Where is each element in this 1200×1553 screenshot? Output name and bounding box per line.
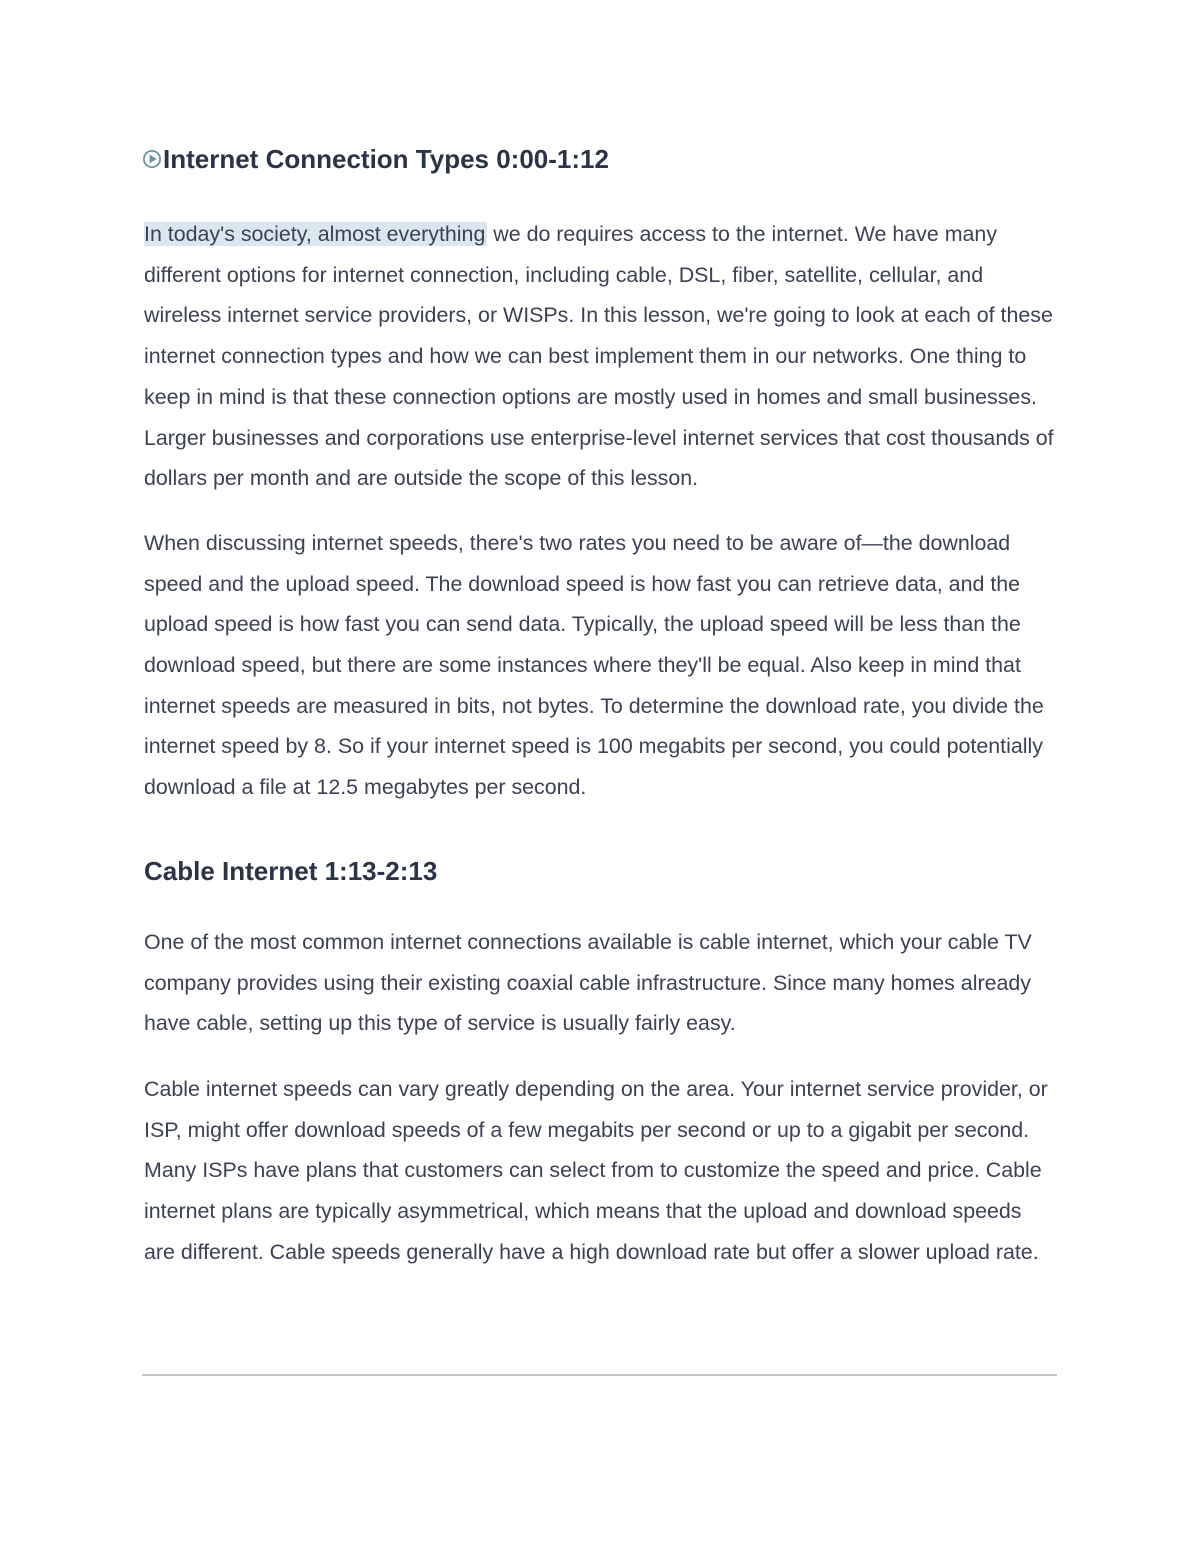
horizontal-rule <box>142 1374 1057 1376</box>
paragraph: One of the most common internet connections available is cable internet, which your cable TV company provides using their existing coaxial cable infrastructure. Since many homes already have cable, setting up this type of service is usually fairly easy. <box>144 929 1032 1036</box>
highlighted-text: In today's society, almost everything <box>144 222 486 246</box>
paragraph: When discussing internet speeds, there's two rates you need to be aware of—the download speed and the upload speed. The download speed is how fast you can retrieve data, and the upload speed is how fast you can send data. Typically, the upload speed will be less than the download speed, but there are some instances where they'll be equal. Also keep in mind that internet speeds are measured in bits, not bytes. To determine the download rate, you divide the internet speed by 8. So if your internet speed is 100 megabits per second, you could potentially download a file at 12.5 megabytes per second. <box>144 530 1044 800</box>
section-heading-text: Internet Connection Types 0:00-1:12 <box>163 144 609 174</box>
section-heading-internet-connection-types <box>142 138 1058 180</box>
paragraph <box>144 214 1058 499</box>
play-circle-icon[interactable] <box>142 149 162 169</box>
paragraph: Cable internet speeds can vary greatly depending on the area. Your internet service provider, or ISP, might offer download speeds of a few megabits per second or up to a gigabit per second. Many ISPs have plans that customers can select from to customize the speed and price. Cable internet plans are typically asymmetrical, which means that the upload and download speeds are different. Cable speeds generally have a high download rate but offer a slower upload rate. <box>144 1076 1048 1264</box>
document-page <box>144 138 1058 1272</box>
section-heading-cable-internet: Cable Internet 1:13-2:13 <box>144 855 438 886</box>
paragraph-text: we do requires access to the internet. We have many different options for internet connection, including cable, DSL, fiber, satellite, cellular, and wireless internet service providers, or WISPs. In this lesson, we're going to look at each of these internet connection types and how we can best implement them in our networks. One thing to keep in mind is that these connection options are mostly used in homes and small businesses. Larger businesses and corporations use enterprise-level internet services that cost thousands of dollars per month and are outside the scope of this lesson. <box>144 222 1054 491</box>
